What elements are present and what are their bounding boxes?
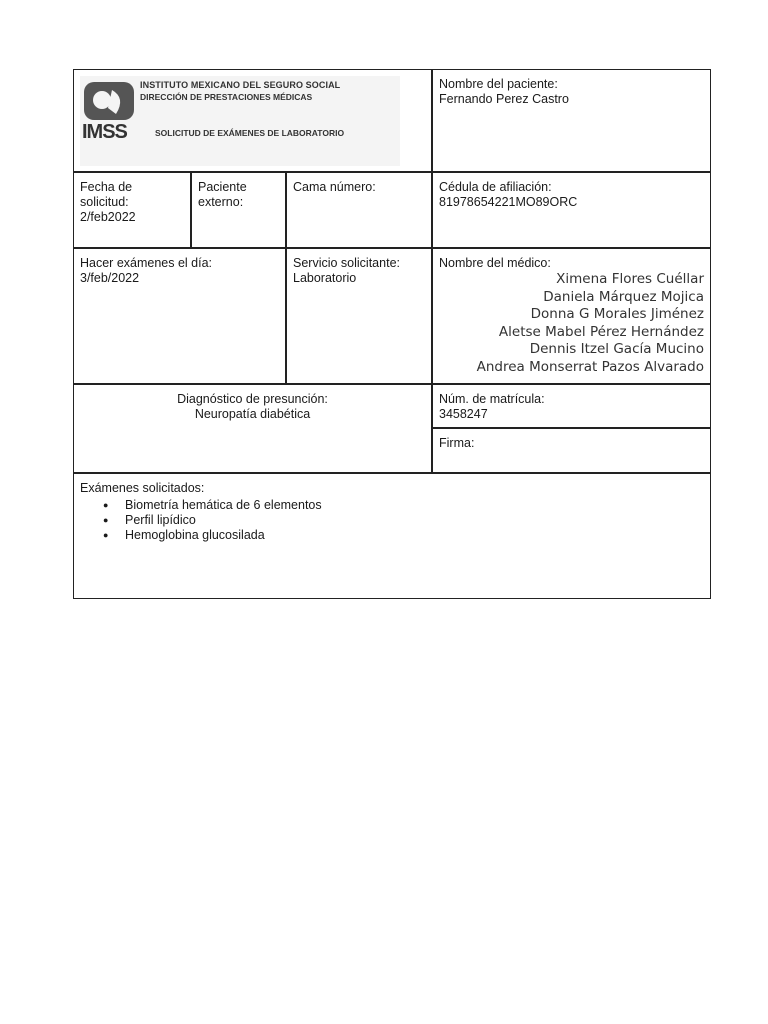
request-date-label: Fecha de solicitud: xyxy=(80,180,133,209)
external-patient-cell xyxy=(192,173,285,247)
service-label: Servicio solicitante: xyxy=(293,256,400,270)
doctor-name: Aletse Mabel Pérez Hernández xyxy=(498,323,704,340)
lab-request-form xyxy=(73,69,711,599)
external-patient-label: Paciente externo: xyxy=(198,180,247,209)
doctor-name: Daniela Márquez Mojica xyxy=(543,288,704,305)
service-cell xyxy=(287,249,431,383)
list-item: ● Perfil lipídico xyxy=(125,513,704,528)
list-item: ● Hemoglobina glucosilada xyxy=(125,528,704,543)
registration-value: 3458247 xyxy=(439,407,488,421)
doctor-name: Donna G Morales Jiménez xyxy=(530,306,704,323)
institution-name: INSTITUTO MEXICANO DEL SEGURO SOCIAL xyxy=(140,80,341,90)
form-title: SOLICITUD DE EXÁMENES DE LABORATORIO xyxy=(155,128,345,138)
affiliation-value: 81978654221MO89ORC xyxy=(439,195,578,209)
exams-list xyxy=(80,498,704,543)
service-value: Laboratorio xyxy=(293,271,357,285)
patient-label: Nombre del paciente: xyxy=(439,77,558,91)
patient-cell xyxy=(433,70,710,171)
signature-label: Firma: xyxy=(439,436,475,450)
request-date-cell xyxy=(74,173,190,247)
imss-wordmark: IMSS xyxy=(82,121,127,143)
doctor-name: Andrea Monserrat Pazos Alvarado xyxy=(476,358,704,375)
doctor-names xyxy=(477,271,704,377)
signature-cell xyxy=(433,429,710,472)
exams-cell xyxy=(74,474,710,598)
doctor-label: Nombre del médico: xyxy=(439,256,551,270)
exams-label: Exámenes solicitados: xyxy=(80,481,205,495)
bed-label: Cama número: xyxy=(293,180,376,194)
list-item: ● Biometría hemática de 6 elementos xyxy=(125,498,704,513)
diagnosis-cell xyxy=(74,385,431,472)
exam-day-value: 3/feb/2022 xyxy=(80,271,140,285)
exam-day-cell xyxy=(74,249,285,383)
affiliation-cell xyxy=(433,173,710,247)
registration-cell xyxy=(433,385,710,427)
imss-logo xyxy=(80,76,400,166)
bed-cell xyxy=(287,173,431,247)
registration-label: Núm. de matrícula: xyxy=(439,392,545,406)
imss-eagle-icon xyxy=(82,80,136,122)
patient-name: Fernando Perez Castro xyxy=(439,92,569,106)
doctor-name: Ximena Flores Cuéllar xyxy=(556,271,704,287)
direction-name: DIRECCIÓN DE PRESTACIONES MÉDICAS xyxy=(140,92,313,102)
diagnosis-value: Neuropatía diabética xyxy=(194,407,311,421)
doctor-name: Dennis Itzel Gacía Mucino xyxy=(529,341,704,358)
exam-day-label: Hacer exámenes el día: xyxy=(80,256,213,270)
affiliation-label: Cédula de afiliación: xyxy=(439,180,552,194)
diagnosis-label: Diagnóstico de presunción: xyxy=(177,392,328,406)
doctor-cell xyxy=(433,249,710,383)
request-date-value: 2/feb2022 xyxy=(80,210,136,224)
